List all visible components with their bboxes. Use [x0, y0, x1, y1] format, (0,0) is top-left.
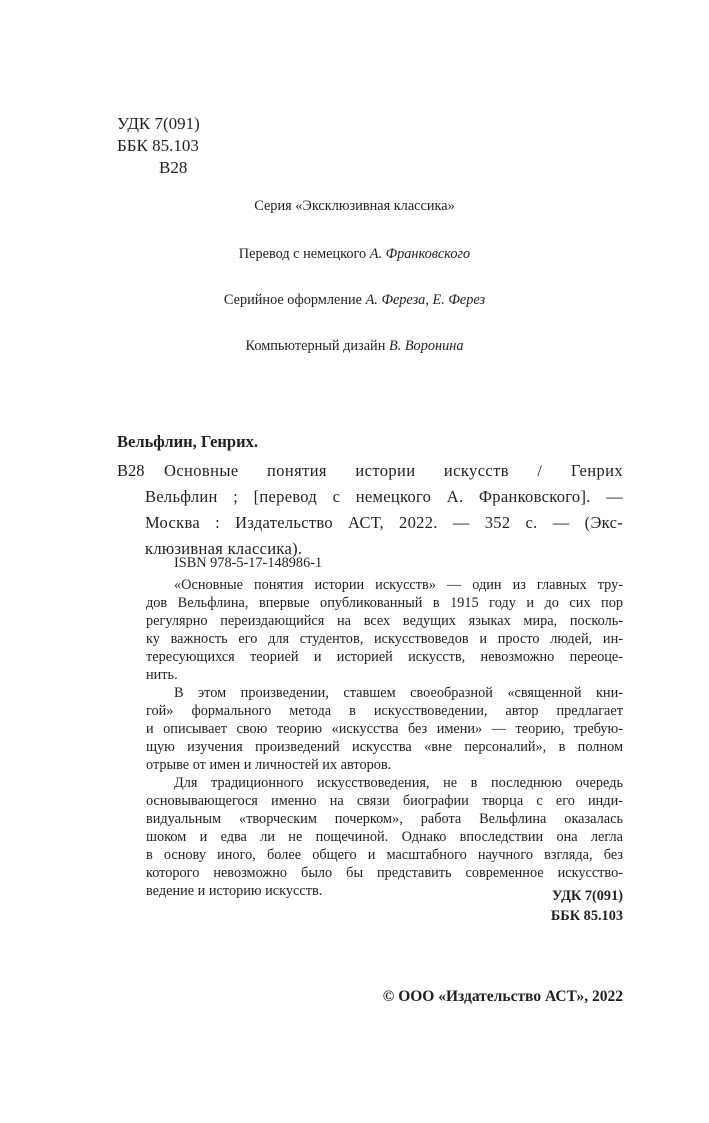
abstract-line: и описывает свою теорию «искусства без имени» — теорию, требую- — [146, 721, 623, 737]
design-label: Серийное оформление — [223, 292, 366, 308]
abstract-line: гой» формального метода в искусствоведении, автор предлагает — [146, 703, 623, 719]
biblio-line: Москва : Издательство АСТ, 2022. — 352 с. — (Экс- — [145, 513, 623, 532]
series-line — [0, 198, 709, 215]
series-text: Серия «Эксклюзивная классика» — [254, 198, 455, 214]
biblio-line: клюзивная классика). — [145, 539, 303, 558]
abstract-line: щую изучения произведений искусства «вне персоналий», в полном — [146, 739, 623, 755]
author-mark: В28 — [159, 158, 188, 177]
abstract-line: В этом произведении, ставшем своеобразной «священной кни- — [174, 685, 623, 701]
abstract-line: Для традиционного искусствоведения, не в последнюю очередь — [174, 775, 623, 791]
abstract-line: которого невозможно было бы представить современное искусство- — [146, 865, 623, 881]
bibliographic-record — [117, 458, 623, 562]
classification-codes — [117, 113, 200, 179]
footer-classification-codes — [551, 886, 623, 926]
translator-name: А. Франковского — [369, 246, 471, 262]
translation-credit — [0, 246, 709, 263]
abstract-line: дов Вельфлина, впервые опубликованный в 1915 году и до сих пор — [146, 595, 623, 611]
abstract-line: шоком и едва ли не пощечиной. Однако впоследствии она легла — [146, 829, 623, 845]
abstract-paragraph — [146, 774, 623, 900]
abstract-line: регулярно переиздающийся на всех ведущих языках мира, посколь- — [146, 613, 623, 629]
abstract-paragraph — [146, 684, 623, 774]
biblio-first-line — [117, 458, 623, 484]
bbk-code: ББК 85.103 — [117, 136, 199, 155]
computer-design-credit — [0, 338, 709, 355]
abstract-line: тересующихся теорией и историей искусств, невозможно переоце- — [146, 649, 623, 665]
computer-designer-name: В. Воронина — [388, 338, 464, 354]
computer-design-label: Компьютерный дизайн — [245, 338, 389, 354]
design-credit — [0, 292, 709, 309]
abstract-line: в основу иного, более общего и масштабного научного взгляда, без — [146, 847, 623, 863]
abstract-paragraph — [146, 576, 623, 684]
abstract-line: нить. — [146, 667, 178, 683]
abstract-line: видуальным «творческим почерком», работа Вельфлина оказалась — [146, 811, 623, 827]
abstract-line: ведение и историю искусств. — [146, 883, 323, 899]
designer-names: А. Фереза, Е. Ферез — [365, 292, 486, 308]
copyright-notice: © ООО «Издательство АСТ», 2022 — [382, 988, 623, 1005]
footer-udk-code: УДК 7(091) — [552, 888, 623, 904]
isbn: ISBN 978-5-17-148986-1 — [174, 555, 323, 571]
footer-bbk-code: ББК 85.103 — [550, 908, 623, 924]
biblio-line: Вельфлин ; [перевод с немецкого А. Франковского]. — — [145, 487, 623, 506]
udk-code: УДК 7(091) — [117, 114, 200, 133]
abstract-line: «Основные понятия истории искусств» — один из главных тру- — [174, 577, 623, 593]
abstract-line: отрыве от имен и личностей их авторов. — [146, 757, 392, 773]
biblio-author-mark: В28 — [117, 461, 145, 480]
abstract-line: ку важность его для студентов, искусствоведов и просто людей, ин- — [146, 631, 623, 647]
author-heading: Вельфлин, Генрих. — [117, 432, 258, 451]
abstract-line: основывающегося именно на связи биографии творца с его инди- — [146, 793, 623, 809]
biblio-line: Основные понятия истории искусств / Генрих — [164, 461, 623, 480]
abstract — [146, 576, 623, 900]
translation-label: Перевод с немецкого — [238, 246, 370, 262]
